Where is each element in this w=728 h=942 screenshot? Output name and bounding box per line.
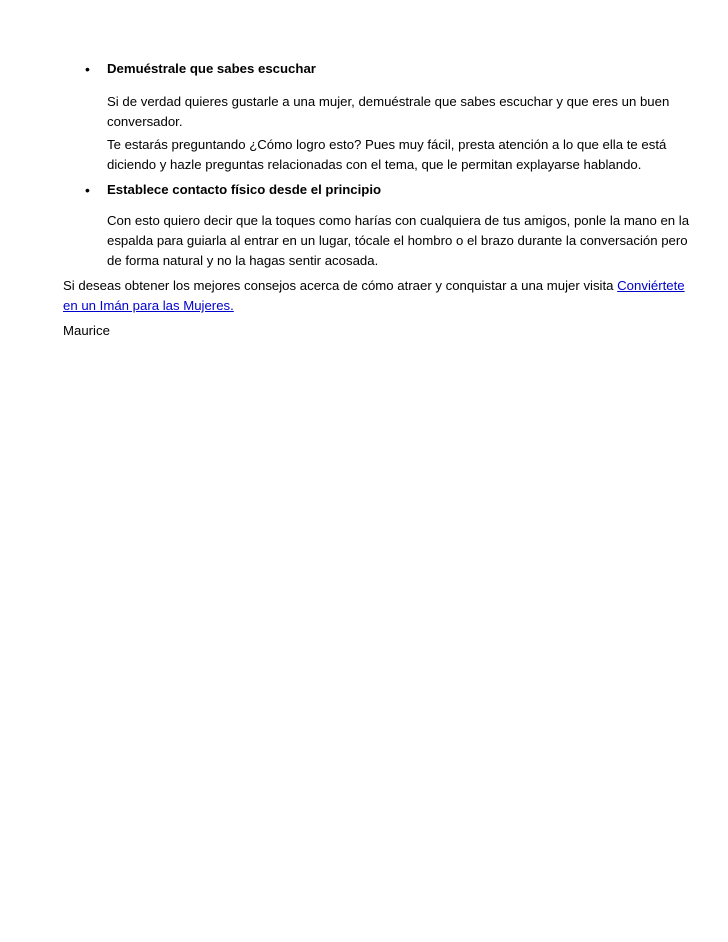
list-item-heading: Demuéstrale que sabes escuchar [107,61,316,76]
paragraph-listen-2: Te estarás preguntando ¿Cómo logro esto? Pues muy fácil, presta atención a lo que ella te está diciendo y hazle preguntas relacionadas con el tema, que le permitan explayarse hablando. [107,137,667,172]
closing-paragraph [63,276,693,316]
bullet-icon: • [85,61,90,77]
paragraph-listen-1: Si de verdad quieres gustarle a una mujer, demuéstrale que sabes escuchar y que eres un buen conversador. [107,94,670,129]
paragraph-contact-1: Con esto quiero decir que la toques como harías con cualquiera de tus amigos, ponle la mano en la espalda para guiarla al entrar en un lugar, tócale el hombro o el brazo durante la conversación pero de forma natural y no la hagas sentir acosada. [107,213,690,268]
closing-text: Si deseas obtener los mejores consejos acerca de cómo atraer y conquistar a una mujer visita [63,278,618,293]
magnet-link[interactable]: Conviértete en un Imán para las Mujeres. [63,278,685,313]
bullet-icon: • [85,182,90,198]
signature: Maurice [63,323,110,338]
list-item-heading: Establece contacto físico desde el principio [107,182,382,197]
